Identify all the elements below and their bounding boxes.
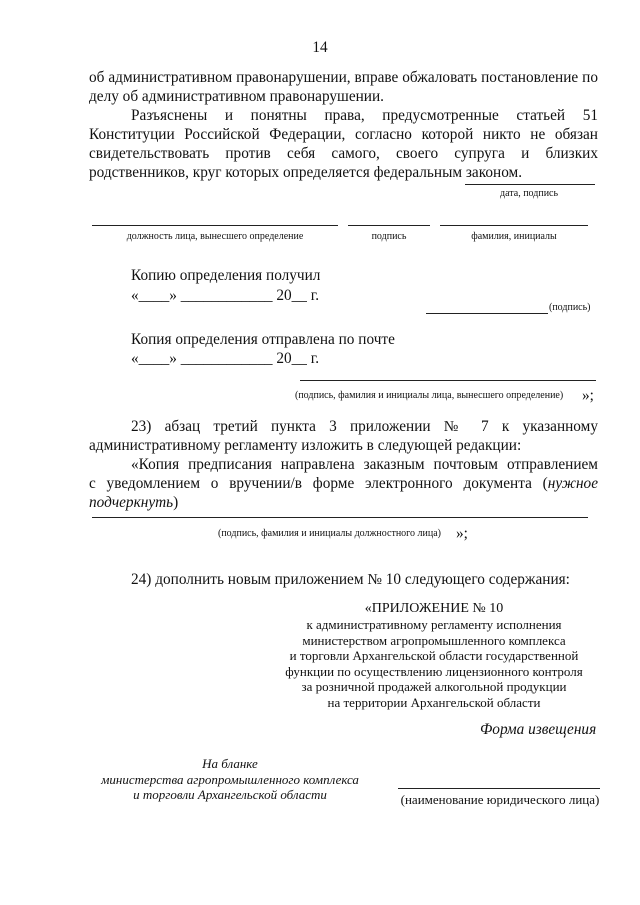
appendix-line-2: министерством агропромышленного комплекса <box>302 632 566 648</box>
copy-sent-date: «____» ____________ 20__ г. <box>131 350 320 367</box>
item23-caption: (подпись, фамилия и инициалы должностного лица) <box>218 528 441 539</box>
appendix-line-6: на территории Архангельской области <box>327 694 541 710</box>
appendix-title: «ПРИЛОЖЕНИЕ № 10 <box>364 601 504 616</box>
legal-entity-rule <box>398 788 600 789</box>
item23-quote-line-3 <box>89 493 178 512</box>
copy-received-signature-caption: (подпись) <box>549 302 591 313</box>
rights-line-4: родственников, круг которых определяется федеральным законом. <box>89 164 523 181</box>
item23-signature-rule <box>92 517 588 518</box>
signature-rule <box>348 225 430 226</box>
item23-quote-italic-1: нужное <box>547 475 598 492</box>
item23-quote-line-1: «Копия предписания направлена заказным почтовым отправлением <box>131 456 598 473</box>
copy-sent-title: Копия определения отправлена по почте <box>131 331 395 348</box>
appendix-line-5: за розничной продажей алкогольной продукции <box>301 679 567 694</box>
item23-line-2: административному регламенту изложить в следующей редакции: <box>89 437 522 454</box>
copy-received-date: «____» ____________ 20__ г. <box>131 287 320 304</box>
letterhead-line-3: и торговли Архангельской области <box>133 787 327 802</box>
copy-sent-rule <box>300 380 596 381</box>
position-caption: должность лица, вынесшего определение <box>126 231 304 242</box>
item24-text: 24) дополнить новым приложением № 10 следующего содержания: <box>131 571 570 588</box>
legal-entity-caption: (наименование юридического лица) <box>400 792 600 807</box>
appendix-line-3: и торговли Архангельской области государственной <box>289 648 579 663</box>
form-title: Форма извещения <box>480 721 597 738</box>
item23-quote-line-2-text: с уведомлением о вручении/в форме электронного документа ( <box>89 475 548 492</box>
appendix-line-1: к административному регламенту исполнения <box>306 617 562 632</box>
copy-sent-closing: »; <box>582 387 594 404</box>
intro-line-1: об административном правонарушении, вправе обжаловать постановление по <box>89 69 598 86</box>
name-rule <box>440 225 588 226</box>
date-signature-caption: дата, подпись <box>500 188 559 199</box>
appendix-header <box>268 600 600 710</box>
name-caption: фамилия, инициалы <box>471 231 557 242</box>
copy-received-signature-rule <box>426 313 548 314</box>
copy-received-title: Копию определения получил <box>131 267 321 284</box>
letterhead-line-2: министерства агропромышленного комплекса <box>101 771 359 787</box>
appendix-line-4: функции по осуществлению лицензионного контроля <box>285 663 583 679</box>
page-number: 14 <box>312 39 328 56</box>
item23-quote-line-2 <box>89 474 598 493</box>
intro-line-2: делу об административном правонарушении. <box>89 88 385 105</box>
item23-line-1: 23) абзац третий пункта 3 приложении № 7 к указанному <box>131 418 598 435</box>
letterhead-line-1: На бланке <box>202 756 258 771</box>
signature-caption: подпись <box>371 231 407 242</box>
item23-closing: »; <box>456 525 468 542</box>
rights-line-1: Разъяснены и понятны права, предусмотренные статьей 51 <box>131 107 598 124</box>
date-signature-rule <box>465 184 595 185</box>
item23-quote-italic-2: подчеркнуть <box>89 494 174 511</box>
rights-line-3: свидетельствовать против себя самого, своего супруга и близких <box>89 145 598 162</box>
rights-line-2: Конституции Российской Федерации, согласно которой никто не обязан <box>89 126 598 143</box>
letterhead-note <box>80 756 380 803</box>
copy-sent-caption: (подпись, фамилия и инициалы лица, вынесшего определение) <box>295 390 564 401</box>
position-rule <box>92 225 338 226</box>
item23-quote-end: ) <box>173 494 179 511</box>
